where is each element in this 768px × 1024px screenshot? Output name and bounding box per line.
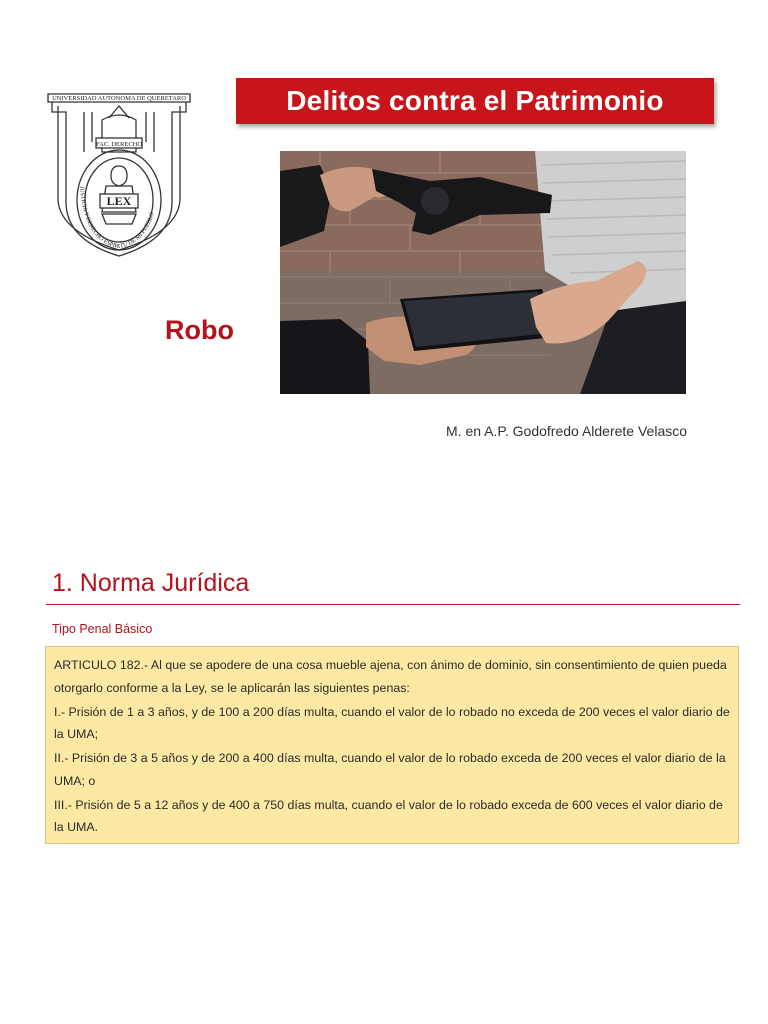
- section-title: 1. Norma Jurídica: [52, 569, 250, 597]
- article-paragraph: II.- Prisión de 3 a 5 años y de 200 a 400 días multa, cuando el valor de lo robado exceda de 200 veces el valor diario de la UMA; o: [54, 751, 726, 788]
- robbery-photo: [280, 151, 686, 394]
- topic-heading: Robo: [165, 315, 234, 345]
- logo-lex-text: LEX: [106, 194, 132, 208]
- section-divider: [46, 604, 740, 605]
- law-article-box: [45, 646, 739, 844]
- logo-faculty-text: FAC. DERECHO: [95, 141, 143, 148]
- section-subheading: Tipo Penal Básico: [52, 622, 153, 636]
- logo-motto-text: JUSTICIA Y DERECHO ESPIRITU DE MI PUEBLO: [78, 185, 156, 251]
- university-seal-logo: [44, 82, 194, 258]
- article-paragraph: ARTICULO 182.- Al que se apodere de una cosa mueble ajena, con ánimo de dominio, sin consentimiento de quien pueda otorgarlo conforme a la Ley, se le aplicarán las siguientes penas:: [54, 658, 727, 695]
- document-title-banner: [236, 78, 714, 124]
- author-name: M. en A.P. Godofredo Alderete Velasco: [446, 423, 688, 439]
- article-paragraph: I.- Prisión de 1 a 3 años, y de 100 a 200 días multa, cuando el valor de lo robado no exceda de 200 veces el valor diario de la UMA;: [54, 704, 730, 741]
- document-title: Delitos contra el Patrimonio: [286, 85, 664, 116]
- logo-university-text: UNIVERSIDAD AUTONOMA DE QUERETARO: [52, 95, 186, 102]
- article-paragraph: III.- Prisión de 5 a 12 años y de 400 a 750 días multa, cuando el valor de lo robado exceda de 600 veces el valor diario de la UMA.: [54, 797, 723, 834]
